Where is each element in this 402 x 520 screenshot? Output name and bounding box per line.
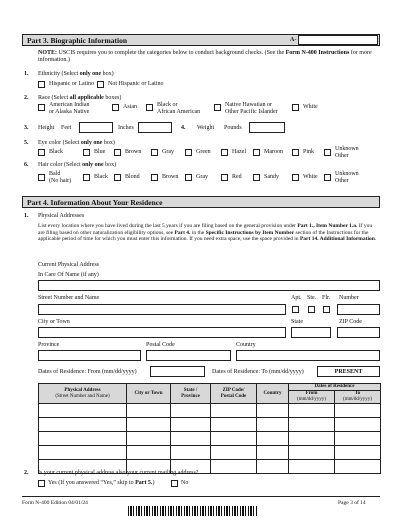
height-label: Height — [38, 125, 55, 131]
table-cell[interactable] — [39, 446, 127, 460]
hair-brown-label: Brown — [162, 174, 179, 180]
table-cell[interactable] — [211, 404, 257, 418]
hair-brown-checkbox[interactable] — [151, 174, 158, 181]
height-inches-select[interactable] — [138, 122, 172, 133]
part3-title: Part 3. Biographic Information — [27, 36, 127, 45]
race-white-checkbox[interactable] — [292, 104, 299, 111]
pounds-label: Pounds — [224, 125, 242, 131]
eye-pink-checkbox[interactable] — [292, 149, 299, 156]
table-cell[interactable] — [211, 432, 257, 446]
race-american-indian-label: American Indian or Alaska Native — [49, 102, 90, 115]
apt-label: Apt. — [291, 295, 302, 301]
table-cell[interactable] — [211, 460, 257, 474]
ethnicity-label: Ethnicity (Select only one box) — [38, 71, 114, 77]
col-from: From (mm/dd/yyyy) — [289, 391, 335, 404]
flr-label: Flr. — [322, 295, 331, 301]
hair-blond-label: Blond — [125, 174, 140, 180]
country-field[interactable] — [236, 350, 380, 361]
race-label: Race (Select all applicable boxes) — [38, 95, 122, 101]
residence-instructions: List every location where you have lived during the last 5 years if you are filing based on the general provision under Part 1., Item Number 1.a. If you are filing based on other naturalization eligibility options, see Part 4. in the Specific Instructions by Item Number section of the Instructions for the applicable period of time for which you must enter this information. If you need extra space, use the space provided in Part 14. Additional Information. — [38, 223, 377, 242]
street-label: Street Number and Name — [38, 295, 100, 301]
table-header-row — [39, 384, 381, 391]
table-cell[interactable] — [171, 446, 211, 460]
barcode-icon — [128, 506, 258, 516]
part4-title: Part 4. Information About Your Residence — [27, 198, 163, 207]
eye-unknown-checkbox[interactable] — [324, 149, 331, 156]
col-city: City or Town — [127, 384, 171, 404]
table-cell[interactable] — [335, 460, 381, 474]
not-hispanic-checkbox[interactable] — [97, 81, 104, 88]
mailing-yes-label: Yes (If you answered “Yes,” skip to Part 5.) — [48, 480, 155, 486]
city-label: City or Town — [38, 319, 70, 325]
height-feet-select[interactable] — [79, 122, 113, 133]
table-cell[interactable] — [39, 432, 127, 446]
p4-q1-number: 1. — [24, 213, 29, 219]
weight-label: Weight — [197, 125, 215, 131]
hair-blond-checkbox[interactable] — [114, 174, 121, 181]
part4-header — [22, 196, 380, 208]
hair-bald-checkbox[interactable] — [38, 174, 45, 181]
table-cell[interactable] — [39, 404, 127, 418]
mailing-yes-checkbox[interactable] — [38, 480, 45, 487]
race-native-hawaiian-label: Native Hawaiian or Other Pacific Islander — [225, 102, 278, 115]
apt-checkbox[interactable] — [292, 306, 299, 313]
note-end: for more information.) — [38, 50, 372, 63]
hair-unknown-checkbox[interactable] — [324, 174, 331, 181]
eye-hazel-checkbox[interactable] — [221, 149, 228, 156]
table-row — [39, 404, 381, 418]
city-field[interactable] — [38, 327, 286, 338]
table-cell[interactable] — [289, 432, 335, 446]
footer-divider — [22, 496, 380, 497]
race-asian-label: Asian — [123, 104, 137, 110]
race-native-hawaiian-checkbox[interactable] — [214, 104, 221, 111]
col-to: To (mm/dd/yyyy) — [335, 391, 381, 404]
eye-gray-label: Gray — [162, 149, 174, 155]
hair-bald-label: Bald (No hair) — [49, 171, 72, 184]
race-black-label: Black or African American — [157, 102, 201, 115]
table-cell[interactable] — [335, 404, 381, 418]
province-label: Province — [38, 342, 60, 348]
note-text: USCIS requires you to complete the categories below to conduct background checks. (See the — [57, 50, 286, 56]
table-cell[interactable] — [289, 446, 335, 460]
table-cell[interactable] — [289, 404, 335, 418]
table-cell[interactable] — [127, 432, 171, 446]
table-cell[interactable] — [257, 404, 289, 418]
hair-unknown-label: Unknown Other — [335, 171, 359, 184]
table-cell[interactable] — [211, 446, 257, 460]
hair-sandy-checkbox[interactable] — [253, 174, 260, 181]
eye-maroon-checkbox[interactable] — [253, 149, 260, 156]
a-number-field[interactable] — [298, 35, 378, 45]
form-edition: Form N-400 Edition 04/01/24 — [22, 500, 88, 506]
table-row — [39, 418, 381, 432]
col-country: Country — [257, 384, 289, 404]
race-asian-checkbox[interactable] — [112, 104, 119, 111]
table-cell[interactable] — [171, 418, 211, 432]
table-row — [39, 432, 381, 446]
postal-field[interactable] — [146, 350, 231, 361]
street-field[interactable] — [38, 304, 286, 315]
hair-color-label: Hair color (Select only one box) — [38, 162, 117, 168]
current-address-label: Current Physical Address — [38, 262, 99, 268]
eye-hazel-label: Hazel — [232, 149, 246, 155]
table-cell[interactable] — [39, 418, 127, 432]
hair-red-label: Red — [232, 174, 242, 180]
hispanic-label: Hispanic or Latino — [49, 81, 94, 87]
col-state: State / Province — [171, 384, 211, 404]
eye-black-checkbox[interactable] — [38, 149, 45, 156]
country-label: Country — [236, 342, 256, 348]
col-dates: Dates of Residence — [289, 384, 381, 391]
date-to-label: Dates of Residence: To (mm/dd/yyyy) — [212, 369, 304, 375]
state-select[interactable] — [291, 327, 331, 338]
table-cell[interactable] — [257, 418, 289, 432]
care-of-field[interactable] — [38, 280, 380, 291]
table-cell[interactable] — [335, 418, 381, 432]
hair-black-label: Black — [94, 174, 108, 180]
race-black-checkbox[interactable] — [146, 104, 153, 111]
table-cell[interactable] — [335, 432, 381, 446]
hair-white-label: White — [303, 174, 318, 180]
col-physical-address: Physical Address (Street Number and Name) — [39, 384, 127, 404]
eye-maroon-label: Maroon — [264, 149, 283, 155]
col-zip: ZIP Code/ Postal Code — [211, 384, 257, 404]
state-label: State — [291, 319, 303, 325]
table-cell[interactable] — [289, 460, 335, 474]
mailing-no-checkbox[interactable] — [171, 480, 178, 487]
date-to-field — [317, 366, 380, 377]
table-cell[interactable] — [127, 446, 171, 460]
zip-field[interactable] — [337, 327, 380, 338]
mailing-question: Is your current physical address also your current mailing address? — [38, 470, 199, 476]
flr-checkbox[interactable] — [323, 306, 330, 313]
eye-green-checkbox[interactable] — [185, 149, 192, 156]
unit-number-field[interactable] — [337, 304, 380, 315]
hair-gray-checkbox[interactable] — [185, 174, 192, 181]
ste-checkbox[interactable] — [308, 306, 315, 313]
table-cell[interactable] — [171, 432, 211, 446]
q6-number: 6. — [24, 162, 29, 168]
table-cell[interactable] — [127, 418, 171, 432]
postal-label: Postal Code — [146, 342, 175, 348]
table-cell[interactable] — [289, 418, 335, 432]
hair-sandy-label: Sandy — [264, 174, 279, 180]
eye-blue-label: Blue — [94, 149, 106, 155]
feet-label: Feet — [61, 125, 72, 131]
q2-number: 2. — [24, 95, 29, 101]
table-cell[interactable] — [211, 418, 257, 432]
weight-pounds-field[interactable] — [249, 122, 285, 133]
number-label: Number — [339, 295, 359, 301]
a-number-label: A- — [290, 37, 297, 43]
table-cell[interactable] — [171, 404, 211, 418]
note-bold: NOTE: — [38, 50, 58, 56]
inches-label: Inches — [118, 125, 134, 131]
table-cell[interactable] — [257, 446, 289, 460]
ste-label: Ste. — [307, 295, 317, 301]
eye-brown-label: Brown — [125, 149, 142, 155]
eye-black-label: Black — [49, 149, 63, 155]
table-cell[interactable] — [127, 404, 171, 418]
q5-number: 5. — [24, 140, 29, 146]
p4-q2-number: 2. — [24, 470, 29, 476]
zip-label: ZIP Code — [339, 319, 362, 325]
mailing-no-label: No — [181, 480, 189, 486]
part3-note — [38, 50, 380, 64]
table-cell[interactable] — [257, 432, 289, 446]
hair-black-checkbox[interactable] — [83, 174, 90, 181]
not-hispanic-label: Not Hispanic or Latino — [108, 81, 164, 87]
q3-number: 3. — [24, 125, 29, 131]
date-from-label: Dates of Residence: From (mm/dd/yyyy) — [38, 369, 137, 375]
eye-blue-checkbox[interactable] — [83, 149, 90, 156]
eye-brown-checkbox[interactable] — [114, 149, 121, 156]
q1-number: 1. — [24, 71, 29, 77]
physical-addresses-label: Physical Addresses — [38, 213, 85, 219]
hair-gray-label: Gray — [196, 174, 208, 180]
race-white-label: White — [303, 104, 318, 110]
table-row — [39, 446, 381, 460]
table-cell[interactable] — [335, 446, 381, 460]
race-american-indian-checkbox[interactable] — [38, 104, 45, 111]
care-of-label: In Care Of Name (if any) — [38, 272, 99, 278]
province-field[interactable] — [38, 350, 141, 361]
hispanic-checkbox[interactable] — [38, 81, 45, 88]
residence-table — [38, 383, 381, 474]
page-number: Page 3 of 14 — [338, 500, 366, 506]
hair-red-checkbox[interactable] — [221, 174, 228, 181]
eye-unknown-label: Unknown Other — [335, 146, 359, 159]
note-link: Form N-400 Instructions — [285, 50, 350, 56]
present-value: PRESENT — [334, 369, 363, 375]
hair-white-checkbox[interactable] — [292, 174, 299, 181]
date-from-field[interactable] — [150, 366, 205, 377]
eye-pink-label: Pink — [303, 149, 315, 155]
q4-number: 4. — [181, 125, 186, 131]
table-cell[interactable] — [257, 460, 289, 474]
eye-gray-checkbox[interactable] — [151, 149, 158, 156]
eye-color-label: Eye color (Select only one box) — [38, 140, 115, 146]
eye-green-label: Green — [196, 149, 211, 155]
